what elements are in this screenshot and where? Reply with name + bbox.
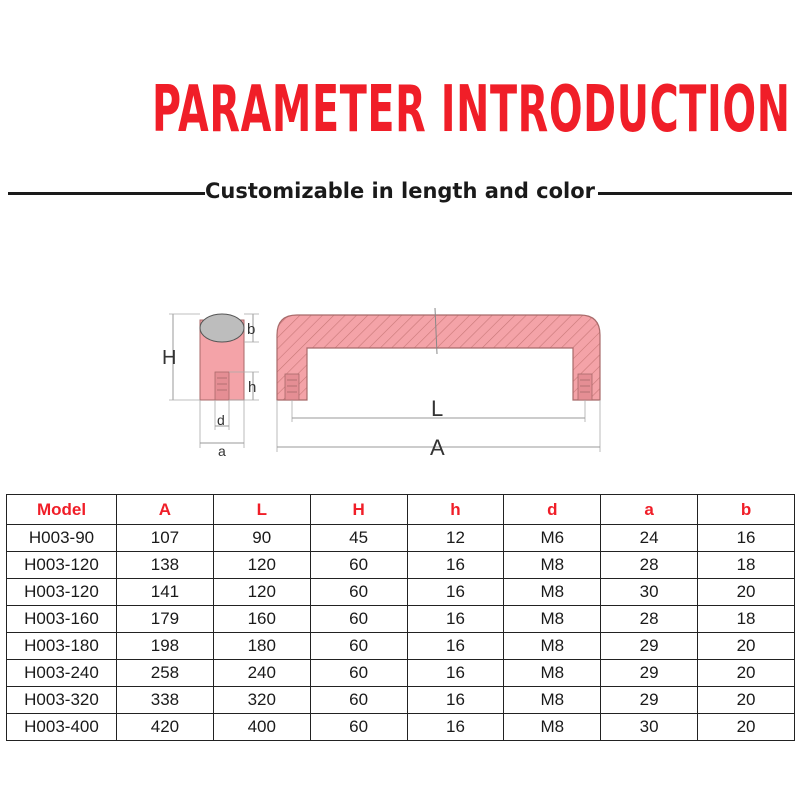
table-row [7,552,795,579]
table-cell-a: 29 [601,660,698,687]
table-cell-l: 160 [213,606,310,633]
header-h: h [407,495,504,525]
label-d: d [217,412,225,428]
table-cell-model: H003-320 [7,687,117,714]
table-cell-a: 138 [117,552,214,579]
table-cell-d: M8 [504,579,601,606]
table-cell-b: 18 [698,606,795,633]
table-cell-a: 198 [117,633,214,660]
table-cell-d: M8 [504,660,601,687]
header-L: L [213,495,310,525]
label-L: L [431,396,444,421]
left-thread-hole [285,374,299,400]
subtitle-rule-right [598,192,792,195]
table-cell-d: M8 [504,687,601,714]
table-cell-h: 16 [407,633,504,660]
front-view [277,308,600,460]
post-thread-hole [215,372,229,400]
table-cell-a: 29 [601,633,698,660]
table-cell-d: M8 [504,714,601,741]
table-cell-a: 107 [117,525,214,552]
table-cell-l: 320 [213,687,310,714]
header-a: a [601,495,698,525]
table-cell-model: H003-120 [7,579,117,606]
table-header-row [7,495,795,525]
table-cell-a: 420 [117,714,214,741]
table-cell-a: 28 [601,606,698,633]
table-row [7,606,795,633]
table-cell-d: M8 [504,552,601,579]
table-cell-h: 16 [407,687,504,714]
header-A: A [117,495,214,525]
table-cell-a: 338 [117,687,214,714]
right-thread-hole [578,374,592,400]
table-cell-b: 18 [698,552,795,579]
table-cell-b: 20 [698,579,795,606]
side-view [162,314,259,459]
table-cell-d: M8 [504,633,601,660]
table-cell-h: 60 [310,687,407,714]
table-cell-l: 180 [213,633,310,660]
table-cell-h: 60 [310,579,407,606]
table-cell-a: 258 [117,660,214,687]
table-cell-d: M8 [504,606,601,633]
table-cell-b: 20 [698,687,795,714]
table-cell-model: H003-90 [7,525,117,552]
header-d: d [504,495,601,525]
table-cell-model: H003-180 [7,633,117,660]
handle-dimension-diagram [155,290,615,470]
table-row [7,660,795,687]
table-cell-a: 24 [601,525,698,552]
table-cell-b: 20 [698,714,795,741]
table-cell-h: 12 [407,525,504,552]
page-subtitle: Customizable in length and color [204,179,596,203]
table-cell-h: 60 [310,633,407,660]
table-cell-model: H003-120 [7,552,117,579]
label-b: b [247,321,256,338]
header-H: H [310,495,407,525]
table-cell-d: M6 [504,525,601,552]
header-model: Model [7,495,117,525]
table-cell-b: 20 [698,660,795,687]
subtitle-rule-left [8,192,205,195]
table-cell-h: 16 [407,579,504,606]
table-cell-a: 28 [601,552,698,579]
table-cell-l: 90 [213,525,310,552]
table-cell-h: 16 [407,552,504,579]
table-cell-a: 29 [601,687,698,714]
table-cell-l: 120 [213,579,310,606]
table-row [7,525,795,552]
table-cell-l: 120 [213,552,310,579]
table-cell-h: 60 [310,606,407,633]
table-cell-model: H003-400 [7,714,117,741]
table-cell-h: 60 [310,660,407,687]
table-cell-model: H003-240 [7,660,117,687]
table-cell-h: 16 [407,660,504,687]
table-cell-h: 60 [310,714,407,741]
table-cell-l: 400 [213,714,310,741]
post-top-ellipse [200,314,244,342]
label-A: A [430,435,445,460]
page-title: PARAMETER INTRODUCTION [152,73,791,147]
table-row [7,687,795,714]
table-cell-b: 20 [698,633,795,660]
header-b: b [698,495,795,525]
table-cell-a: 30 [601,714,698,741]
table-cell-h: 16 [407,606,504,633]
table-cell-a: 179 [117,606,214,633]
table-cell-model: H003-160 [7,606,117,633]
table-cell-a: 141 [117,579,214,606]
label-a: a [218,443,226,459]
label-H: H [162,347,177,369]
table-row [7,633,795,660]
table-cell-h: 45 [310,525,407,552]
table-cell-h: 16 [407,714,504,741]
table-row [7,714,795,741]
table-row [7,579,795,606]
table-body [7,525,795,741]
table-cell-h: 60 [310,552,407,579]
label-h: h [248,379,257,396]
table-cell-l: 240 [213,660,310,687]
handle-body [277,315,600,400]
table-cell-b: 16 [698,525,795,552]
table-cell-a: 30 [601,579,698,606]
spec-table [6,494,795,741]
